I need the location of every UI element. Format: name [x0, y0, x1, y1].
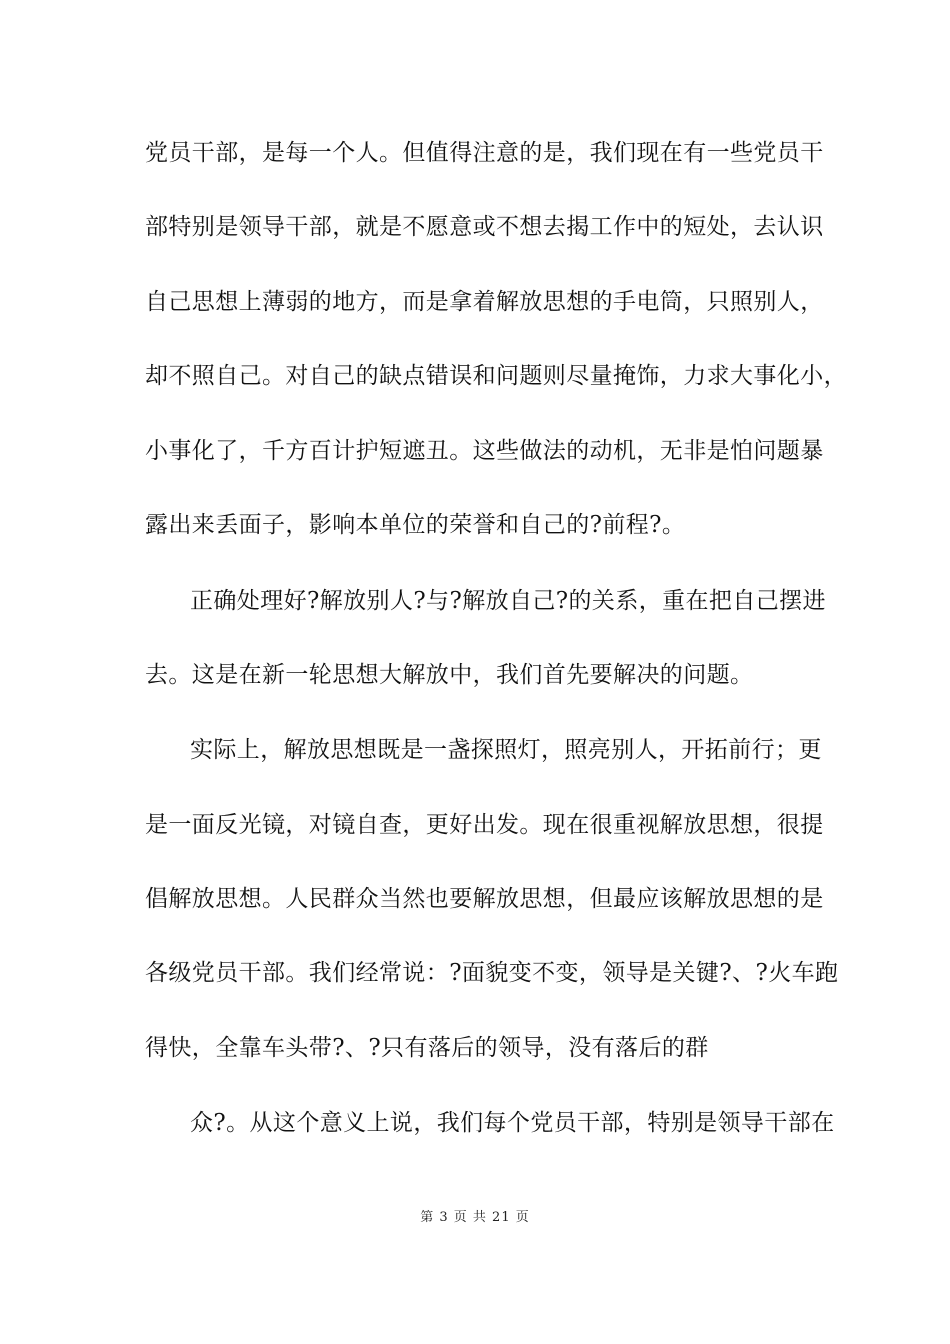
text-line: 露出来丢面子，影响本单位的荣誉和自己的?前程?。: [145, 512, 686, 538]
text-line: 是一面反光镜，对镜自查，更好出发。现在很重视解放思想，很提: [145, 812, 824, 838]
text-line: 党员干部，是每一个人。但值得注意的是，我们现在有一些党员干: [145, 140, 824, 166]
text-line: 得快，全靠车头带?、?只有落后的领导，没有落后的群: [145, 1035, 709, 1061]
text-line: 倡解放思想。人民群众当然也要解放思想，但最应该解放思想的是: [145, 886, 824, 912]
text-line: 部特别是领导干部，就是不愿意或不想去揭工作中的短处，去认识: [145, 214, 824, 240]
paragraph-first-line: 正确处理好?解放别人?与?解放自己?的关系，重在把自己摆进: [190, 588, 826, 614]
page-number-footer: 第 3 页 共 21 页: [420, 1210, 530, 1225]
text-line: 自己思想上薄弱的地方，而是拿着解放思想的手电筒，只照别人，: [145, 289, 824, 315]
paragraph-first-line: 实际上，解放思想既是一盏探照灯，照亮别人，开拓前行；更: [190, 737, 822, 763]
text-line: 去。这是在新一轮思想大解放中，我们首先要解决的问题。: [145, 662, 754, 688]
paragraph-first-line: 众?。从这个意义上说，我们每个党员干部，特别是领导干部在: [190, 1110, 835, 1136]
text-line: 却不照自己。对自己的缺点错误和问题则尽量掩饰，力求大事化小，: [145, 363, 847, 389]
text-line: 各级党员干部。我们经常说：?面貌变不变，领导是关键?、?火车跑: [145, 960, 839, 986]
text-line: 小事化了，千方百计护短遮丑。这些做法的动机，无非是怕问题暴: [145, 438, 824, 464]
